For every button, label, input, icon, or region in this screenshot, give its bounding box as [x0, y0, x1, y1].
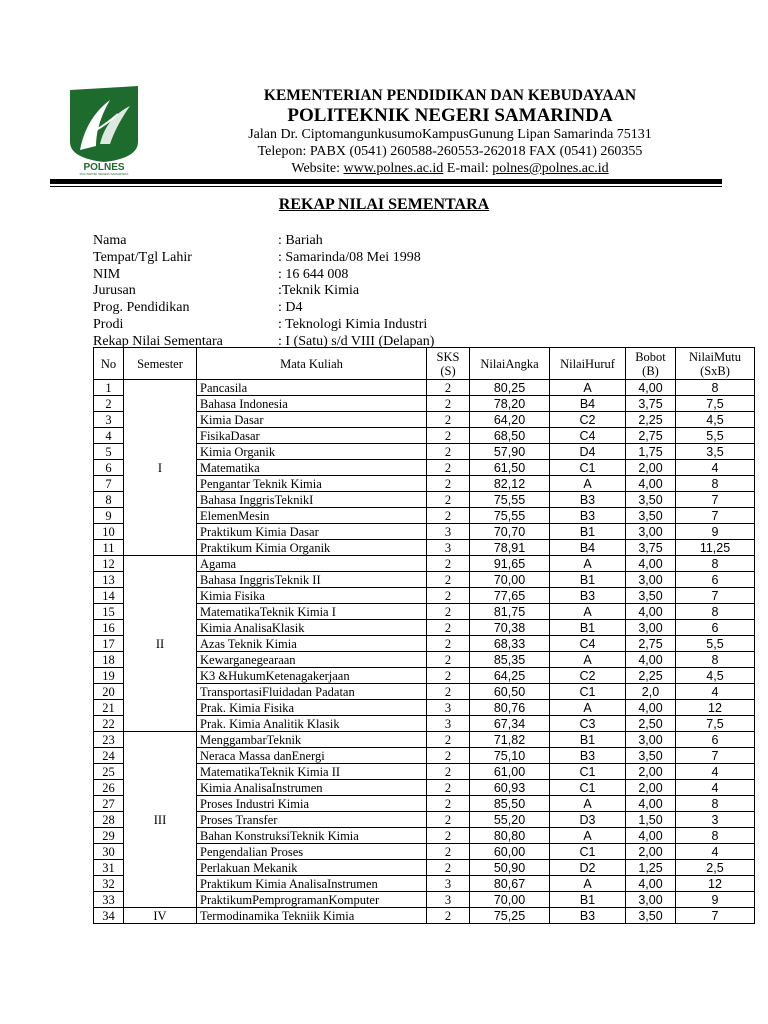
- cell-course: ElemenMesin: [197, 508, 427, 524]
- logo-subtext: POLITEKNIK NEGERI SAMARINDA: [79, 172, 129, 176]
- cell-nilai-angka: 80,80: [470, 828, 550, 844]
- info-value: : I (Satu) s/d VIII (Delapan): [278, 333, 435, 349]
- cell-nilai-huruf: A: [550, 604, 626, 620]
- cell-bobot: 3,75: [626, 540, 676, 556]
- cell-bobot: 3,00: [626, 892, 676, 908]
- cell-nilai-huruf: B1: [550, 524, 626, 540]
- cell-nilai-huruf: A: [550, 876, 626, 892]
- cell-sks: 2: [427, 860, 470, 876]
- cell-no: 12: [94, 556, 124, 572]
- cell-no: 17: [94, 636, 124, 652]
- cell-nilai-mutu: 12: [676, 876, 755, 892]
- cell-sks: 2: [427, 652, 470, 668]
- cell-nilai-huruf: C2: [550, 412, 626, 428]
- cell-nilai-huruf: B3: [550, 492, 626, 508]
- cell-sks: 3: [427, 892, 470, 908]
- cell-nilai-angka: 80,67: [470, 876, 550, 892]
- cell-no: 3: [94, 412, 124, 428]
- cell-sks: 2: [427, 604, 470, 620]
- cell-nilai-huruf: C1: [550, 684, 626, 700]
- cell-nilai-angka: 64,25: [470, 668, 550, 684]
- cell-course: Pengantar Teknik Kimia: [197, 476, 427, 492]
- cell-nilai-angka: 80,25: [470, 380, 550, 396]
- cell-bobot: 3,50: [626, 492, 676, 508]
- cell-nilai-mutu: 7: [676, 748, 755, 764]
- cell-bobot: 4,00: [626, 652, 676, 668]
- cell-bobot: 3,75: [626, 396, 676, 412]
- cell-bobot: 4,00: [626, 876, 676, 892]
- info-value: : D4: [278, 300, 303, 316]
- cell-sks: 2: [427, 684, 470, 700]
- cell-nilai-mutu: 8: [676, 476, 755, 492]
- cell-nilai-mutu: 7,5: [676, 716, 755, 732]
- cell-nilai-mutu: 12: [676, 700, 755, 716]
- cell-nilai-huruf: C4: [550, 428, 626, 444]
- cell-course: Termodinamika Tekniik Kimia: [197, 908, 427, 924]
- cell-sks: 2: [427, 476, 470, 492]
- logo-wordmark: POLNES: [83, 162, 125, 173]
- info-label: Prog. Pendidikan: [93, 300, 190, 316]
- info-value: : Teknologi Kimia Industri: [278, 316, 428, 332]
- email-label: E-mail:: [446, 161, 489, 176]
- cell-bobot: 1,25: [626, 860, 676, 876]
- cell-nilai-huruf: B1: [550, 620, 626, 636]
- cell-nilai-huruf: A: [550, 828, 626, 844]
- letterhead-rule-thin: [50, 186, 722, 187]
- cell-no: 18: [94, 652, 124, 668]
- cell-bobot: 3,00: [626, 524, 676, 540]
- cell-nilai-angka: 75,25: [470, 908, 550, 924]
- cell-bobot: 3,50: [626, 508, 676, 524]
- cell-sks: 2: [427, 668, 470, 684]
- cell-nilai-huruf: B4: [550, 540, 626, 556]
- cell-sks: 3: [427, 876, 470, 892]
- table-header-row: [94, 348, 755, 380]
- cell-nilai-mutu: 8: [676, 828, 755, 844]
- cell-nilai-huruf: A: [550, 796, 626, 812]
- cell-nilai-angka: 68,33: [470, 636, 550, 652]
- cell-course: Matematika: [197, 460, 427, 476]
- cell-nilai-angka: 67,34: [470, 716, 550, 732]
- cell-nilai-angka: 85,35: [470, 652, 550, 668]
- header-sks: SKS (S): [427, 348, 470, 380]
- cell-nilai-angka: 55,20: [470, 812, 550, 828]
- cell-sks: 2: [427, 796, 470, 812]
- cell-sks: 2: [427, 556, 470, 572]
- cell-sks: 2: [427, 844, 470, 860]
- cell-no: 5: [94, 444, 124, 460]
- institution-web: [150, 162, 750, 176]
- cell-nilai-huruf: A: [550, 652, 626, 668]
- cell-nilai-angka: 75,55: [470, 508, 550, 524]
- cell-sks: 2: [427, 764, 470, 780]
- table-row: [94, 732, 755, 748]
- cell-nilai-angka: 78,91: [470, 540, 550, 556]
- cell-no: 22: [94, 716, 124, 732]
- cell-nilai-angka: 80,76: [470, 700, 550, 716]
- cell-nilai-mutu: 5,5: [676, 636, 755, 652]
- cell-nilai-mutu: 11,25: [676, 540, 755, 556]
- cell-nilai-mutu: 7: [676, 492, 755, 508]
- cell-course: Bahasa Indonesia: [197, 396, 427, 412]
- cell-course: Prak. Kimia Fisika: [197, 700, 427, 716]
- cell-nilai-mutu: 8: [676, 796, 755, 812]
- header-nilai-angka: NilaiAngka: [470, 348, 550, 380]
- cell-nilai-mutu: 4: [676, 844, 755, 860]
- cell-no: 6: [94, 460, 124, 476]
- cell-course: MatematikaTeknik Kimia II: [197, 764, 427, 780]
- institution-name: POLITEKNIK NEGERI SAMARINDA: [287, 105, 613, 126]
- cell-no: 21: [94, 700, 124, 716]
- cell-no: 34: [94, 908, 124, 924]
- cell-nilai-angka: 60,50: [470, 684, 550, 700]
- table-row: [94, 556, 755, 572]
- header-nilai-mutu: NilaiMutu (SxB): [676, 348, 755, 380]
- cell-no: 31: [94, 860, 124, 876]
- table-row: [94, 380, 755, 396]
- cell-bobot: 4,00: [626, 556, 676, 572]
- cell-nilai-huruf: C2: [550, 668, 626, 684]
- cell-sks: 2: [427, 492, 470, 508]
- cell-nilai-huruf: C1: [550, 844, 626, 860]
- info-label: Tempat/Tgl Lahir: [93, 249, 192, 265]
- cell-no: 24: [94, 748, 124, 764]
- cell-nilai-huruf: B3: [550, 748, 626, 764]
- cell-no: 29: [94, 828, 124, 844]
- cell-bobot: 4,00: [626, 604, 676, 620]
- cell-course: Pancasila: [197, 380, 427, 396]
- document-title: REKAP NILAI SEMENTARA: [278, 196, 490, 213]
- cell-nilai-angka: 75,55: [470, 492, 550, 508]
- cell-nilai-mutu: 8: [676, 556, 755, 572]
- cell-nilai-angka: 70,00: [470, 892, 550, 908]
- cell-nilai-angka: 77,65: [470, 588, 550, 604]
- cell-sks: 2: [427, 396, 470, 412]
- cell-course: Proses Industri Kimia: [197, 796, 427, 812]
- cell-sks: 2: [427, 508, 470, 524]
- cell-nilai-mutu: 2,5: [676, 860, 755, 876]
- cell-bobot: 2,25: [626, 668, 676, 684]
- cell-nilai-huruf: A: [550, 380, 626, 396]
- cell-nilai-angka: 70,00: [470, 572, 550, 588]
- cell-bobot: 3,00: [626, 620, 676, 636]
- cell-course: Kimia AnalisaInstrumen: [197, 780, 427, 796]
- cell-nilai-huruf: A: [550, 700, 626, 716]
- cell-nilai-angka: 78,20: [470, 396, 550, 412]
- cell-course: Prak. Kimia Analitik Klasik: [197, 716, 427, 732]
- cell-sks: 3: [427, 700, 470, 716]
- cell-nilai-huruf: C1: [550, 764, 626, 780]
- table-row: [94, 908, 755, 924]
- header-course: Mata Kuliah: [197, 348, 427, 380]
- cell-nilai-mutu: 8: [676, 380, 755, 396]
- cell-nilai-mutu: 6: [676, 732, 755, 748]
- cell-bobot: 2,00: [626, 844, 676, 860]
- cell-bobot: 2,00: [626, 764, 676, 780]
- cell-bobot: 2,50: [626, 716, 676, 732]
- cell-nilai-angka: 82,12: [470, 476, 550, 492]
- cell-course: Kimia Dasar: [197, 412, 427, 428]
- cell-course: Bahasa InggrisTeknikI: [197, 492, 427, 508]
- header-semester: Semester: [124, 348, 197, 380]
- cell-course: MatematikaTeknik Kimia I: [197, 604, 427, 620]
- cell-bobot: 4,00: [626, 476, 676, 492]
- cell-sks: 2: [427, 780, 470, 796]
- cell-course: FisikaDasar: [197, 428, 427, 444]
- email-link[interactable]: polnes@polnes.ac.id: [492, 161, 609, 176]
- cell-nilai-huruf: C1: [550, 780, 626, 796]
- cell-sks: 2: [427, 412, 470, 428]
- cell-course: TransportasiFluidadan Padatan: [197, 684, 427, 700]
- cell-course: Bahan KonstruksiTeknik Kimia: [197, 828, 427, 844]
- cell-nilai-mutu: 9: [676, 524, 755, 540]
- cell-bobot: 3,00: [626, 572, 676, 588]
- cell-no: 16: [94, 620, 124, 636]
- cell-no: 19: [94, 668, 124, 684]
- cell-nilai-mutu: 4: [676, 780, 755, 796]
- cell-sks: 2: [427, 732, 470, 748]
- cell-nilai-mutu: 4: [676, 764, 755, 780]
- cell-nilai-mutu: 8: [676, 604, 755, 620]
- info-value: : 16 644 008: [278, 266, 349, 282]
- cell-no: 20: [94, 684, 124, 700]
- cell-bobot: 1,75: [626, 444, 676, 460]
- cell-course: PraktikumPemprogramanKomputer: [197, 892, 427, 908]
- cell-nilai-mutu: 4,5: [676, 668, 755, 684]
- header-no: No: [94, 348, 124, 380]
- cell-nilai-huruf: D2: [550, 860, 626, 876]
- cell-sks: 2: [427, 588, 470, 604]
- cell-sks: 2: [427, 636, 470, 652]
- cell-nilai-huruf: B1: [550, 892, 626, 908]
- cell-bobot: 2,00: [626, 460, 676, 476]
- cell-no: 14: [94, 588, 124, 604]
- cell-nilai-mutu: 5,5: [676, 428, 755, 444]
- cell-nilai-angka: 75,10: [470, 748, 550, 764]
- institution-address: Jalan Dr. CiptomangunkusumoKampusGunung Lipan Samarinda 75131: [248, 127, 652, 142]
- cell-no: 32: [94, 876, 124, 892]
- cell-no: 11: [94, 540, 124, 556]
- cell-semester: II: [124, 556, 197, 732]
- cell-bobot: 3,50: [626, 588, 676, 604]
- cell-nilai-mutu: 6: [676, 572, 755, 588]
- cell-no: 15: [94, 604, 124, 620]
- cell-nilai-huruf: B3: [550, 508, 626, 524]
- cell-sks: 2: [427, 620, 470, 636]
- cell-sks: 3: [427, 540, 470, 556]
- cell-nilai-mutu: 9: [676, 892, 755, 908]
- ministry-name: KEMENTERIAN PENDIDIKAN DAN KEBUDAYAAN: [263, 87, 637, 104]
- cell-semester: I: [124, 380, 197, 556]
- institution-phone: Telepon: PABX (0541) 260588-260553-262018 FAX (0541) 260355: [257, 144, 643, 159]
- cell-sks: 3: [427, 716, 470, 732]
- cell-bobot: 3,50: [626, 748, 676, 764]
- cell-nilai-huruf: C1: [550, 460, 626, 476]
- cell-course: Kimia Fisika: [197, 588, 427, 604]
- cell-course: Praktikum Kimia AnalisaInstrumen: [197, 876, 427, 892]
- cell-no: 26: [94, 780, 124, 796]
- cell-sks: 2: [427, 812, 470, 828]
- cell-nilai-angka: 71,82: [470, 732, 550, 748]
- header-bobot: Bobot (B): [626, 348, 676, 380]
- cell-nilai-huruf: B1: [550, 732, 626, 748]
- cell-nilai-angka: 70,38: [470, 620, 550, 636]
- cell-nilai-angka: 61,50: [470, 460, 550, 476]
- cell-nilai-huruf: D4: [550, 444, 626, 460]
- cell-nilai-angka: 61,00: [470, 764, 550, 780]
- cell-course: Kimia AnalisaKlasik: [197, 620, 427, 636]
- cell-nilai-mutu: 6: [676, 620, 755, 636]
- cell-sks: 2: [427, 380, 470, 396]
- cell-course: Agama: [197, 556, 427, 572]
- cell-course: Praktikum Kimia Organik: [197, 540, 427, 556]
- cell-nilai-mutu: 7: [676, 588, 755, 604]
- cell-no: 1: [94, 380, 124, 396]
- info-value: : Samarinda/08 Mei 1998: [278, 249, 421, 265]
- cell-nilai-angka: 60,00: [470, 844, 550, 860]
- cell-nilai-huruf: B3: [550, 588, 626, 604]
- cell-nilai-mutu: 3: [676, 812, 755, 828]
- cell-no: 10: [94, 524, 124, 540]
- cell-nilai-huruf: B4: [550, 396, 626, 412]
- cell-no: 30: [94, 844, 124, 860]
- cell-course: Kimia Organik: [197, 444, 427, 460]
- info-label: Rekap Nilai Sementara: [93, 333, 223, 349]
- cell-nilai-mutu: 4: [676, 684, 755, 700]
- info-label: NIM: [93, 266, 121, 282]
- cell-sks: 2: [427, 460, 470, 476]
- cell-course: Kewarganegearaan: [197, 652, 427, 668]
- cell-nilai-huruf: B3: [550, 908, 626, 924]
- cell-nilai-angka: 64,20: [470, 412, 550, 428]
- cell-course: MenggambarTeknik: [197, 732, 427, 748]
- cell-semester: IV: [124, 908, 197, 924]
- cell-sks: 2: [427, 572, 470, 588]
- cell-nilai-huruf: D3: [550, 812, 626, 828]
- cell-no: 4: [94, 428, 124, 444]
- cell-bobot: 4,00: [626, 796, 676, 812]
- cell-bobot: 2,00: [626, 780, 676, 796]
- cell-bobot: 3,00: [626, 732, 676, 748]
- cell-no: 27: [94, 796, 124, 812]
- cell-no: 25: [94, 764, 124, 780]
- info-value: : Bariah: [278, 233, 323, 248]
- cell-nilai-angka: 85,50: [470, 796, 550, 812]
- cell-nilai-huruf: C4: [550, 636, 626, 652]
- cell-no: 13: [94, 572, 124, 588]
- cell-nilai-mutu: 7: [676, 908, 755, 924]
- cell-nilai-angka: 70,70: [470, 524, 550, 540]
- cell-course: Bahasa InggrisTeknik II: [197, 572, 427, 588]
- cell-sks: 2: [427, 748, 470, 764]
- cell-bobot: 4,00: [626, 700, 676, 716]
- cell-nilai-angka: 68,50: [470, 428, 550, 444]
- cell-no: 9: [94, 508, 124, 524]
- cell-bobot: 2,0: [626, 684, 676, 700]
- cell-nilai-mutu: 8: [676, 652, 755, 668]
- cell-nilai-mutu: 4: [676, 460, 755, 476]
- cell-no: 8: [94, 492, 124, 508]
- cell-bobot: 3,50: [626, 908, 676, 924]
- polnes-logo: [66, 84, 142, 176]
- cell-nilai-angka: 57,90: [470, 444, 550, 460]
- letterhead-rule-thick: [50, 179, 722, 184]
- cell-nilai-huruf: A: [550, 556, 626, 572]
- cell-sks: 2: [427, 444, 470, 460]
- cell-bobot: 2,25: [626, 412, 676, 428]
- info-value: :Teknik Kimia: [278, 283, 360, 299]
- cell-nilai-huruf: A: [550, 476, 626, 492]
- cell-nilai-mutu: 4,5: [676, 412, 755, 428]
- cell-no: 28: [94, 812, 124, 828]
- cell-nilai-mutu: 3,5: [676, 444, 755, 460]
- cell-bobot: 4,00: [626, 380, 676, 396]
- cell-course: K3 &HukumKetenagakerjaan: [197, 668, 427, 684]
- cell-sks: 2: [427, 908, 470, 924]
- grades-table: [93, 347, 755, 924]
- cell-nilai-angka: 60,93: [470, 780, 550, 796]
- website-label: Website:: [291, 161, 340, 176]
- cell-no: 33: [94, 892, 124, 908]
- cell-sks: 2: [427, 828, 470, 844]
- cell-course: Perlakuan Mekanik: [197, 860, 427, 876]
- cell-bobot: 4,00: [626, 828, 676, 844]
- cell-course: Azas Teknik Kimia: [197, 636, 427, 652]
- cell-bobot: 2,75: [626, 428, 676, 444]
- cell-nilai-mutu: 7,5: [676, 396, 755, 412]
- cell-course: Pengendalian Proses: [197, 844, 427, 860]
- cell-bobot: 2,75: [626, 636, 676, 652]
- cell-semester: III: [124, 732, 197, 908]
- cell-nilai-angka: 91,65: [470, 556, 550, 572]
- cell-sks: 3: [427, 524, 470, 540]
- cell-nilai-mutu: 7: [676, 508, 755, 524]
- cell-no: 7: [94, 476, 124, 492]
- cell-no: 2: [94, 396, 124, 412]
- cell-bobot: 1,50: [626, 812, 676, 828]
- header-nilai-huruf: NilaiHuruf: [550, 348, 626, 380]
- cell-nilai-angka: 50,90: [470, 860, 550, 876]
- info-label: Prodi: [93, 316, 124, 332]
- cell-nilai-huruf: C3: [550, 716, 626, 732]
- cell-no: 23: [94, 732, 124, 748]
- cell-nilai-huruf: B1: [550, 572, 626, 588]
- cell-course: Praktikum Kimia Dasar: [197, 524, 427, 540]
- website-link[interactable]: www.polnes.ac.id: [343, 161, 444, 176]
- cell-course: Neraca Massa danEnergi: [197, 748, 427, 764]
- info-label: Nama: [93, 233, 127, 248]
- cell-sks: 2: [427, 428, 470, 444]
- cell-course: Proses Transfer: [197, 812, 427, 828]
- info-label: Jurusan: [93, 283, 136, 299]
- cell-nilai-angka: 81,75: [470, 604, 550, 620]
